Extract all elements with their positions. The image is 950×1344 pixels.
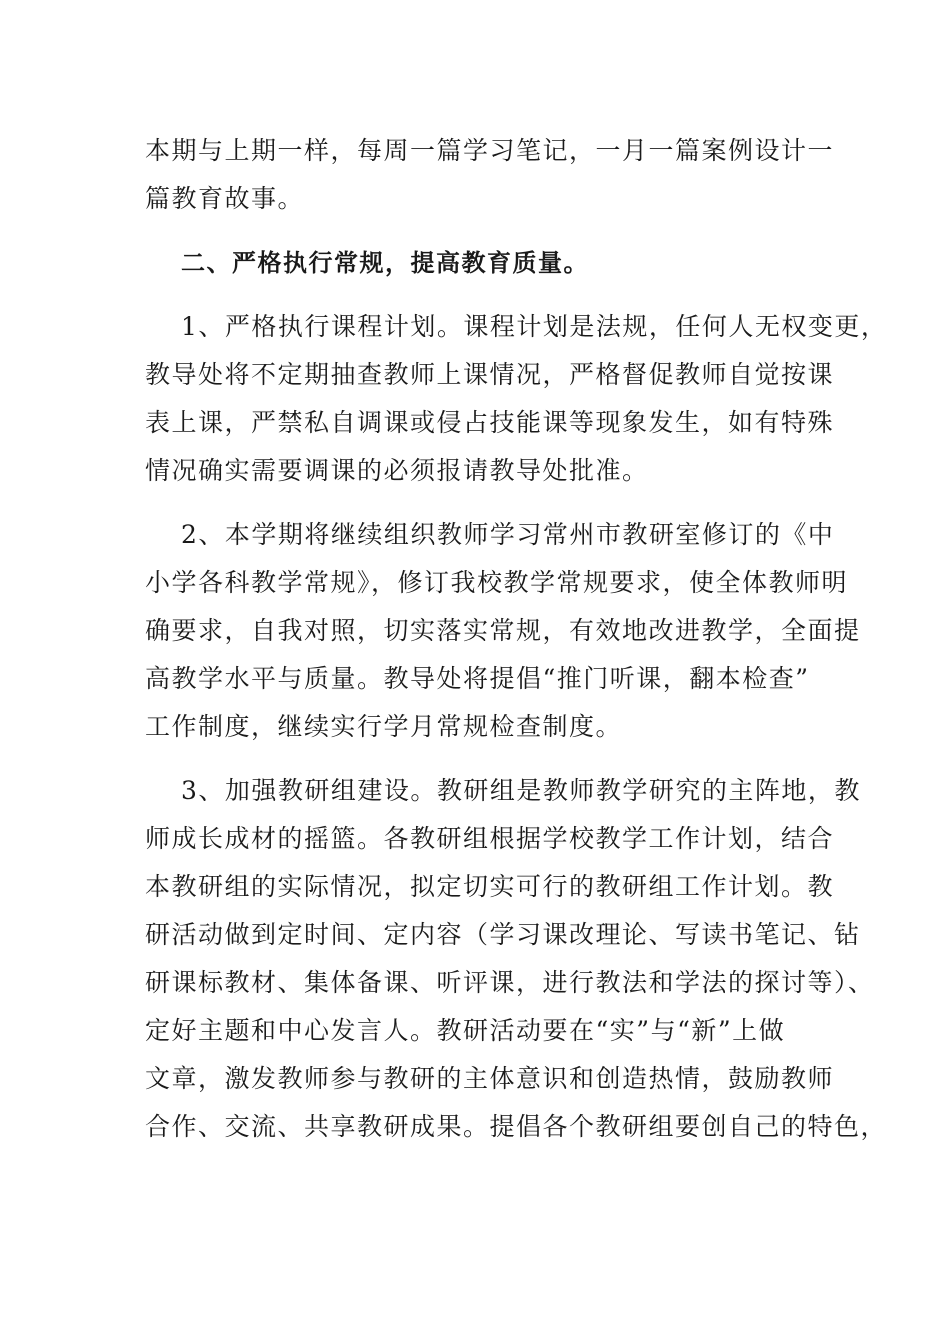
text-line: 确要求，自我对照，切实落实常规，有效地改进教学，全面提: [145, 616, 861, 645]
text-line: 研课标教材、集体备课、听评课，进行教法和学法的探讨等）、: [145, 968, 875, 997]
text-line: 定好主题和中心发言人。教研活动要在“实”与“新”上做: [145, 1016, 786, 1045]
section-heading-block: [145, 239, 815, 287]
text-line: 篇教育故事。: [145, 184, 305, 213]
text-line: 高教学水平与质量。教导处将提倡“推门听课，翻本检查”: [145, 664, 810, 693]
text-line: 小学各科教学常规》，修订我校教学常规要求，使全体教师明: [145, 568, 849, 597]
text-line: 研活动做到定时间、定内容（学习课改理论、写读书笔记、钻: [145, 920, 861, 949]
text-line: 本期与上期一样，每周一篇学习笔记，一月一篇案例设计一: [145, 136, 835, 165]
text-line: 1、严格执行课程计划。课程计划是法规，任何人无权变更，: [181, 312, 888, 341]
text-line: 师成长成材的摇篮。各教研组根据学校教学工作计划，结合: [145, 824, 835, 853]
text-line: 工作制度，继续实行学月常规检查制度。: [145, 712, 623, 741]
document-body: [145, 127, 888, 1151]
text-line: 教导处将不定期抽查教师上课情况，严格督促教师自觉按课: [145, 360, 835, 389]
text-line: 情况确实需要调课的必须报请教导处批准。: [145, 456, 649, 485]
section-heading: 二、严格执行常规，提高教育质量。: [181, 249, 589, 277]
text-line: 表上课，严禁私自调课或侵占技能课等现象发生，如有特殊: [145, 408, 835, 437]
text-line: 本教研组的实际情况，拟定切实可行的教研组工作计划。教: [145, 872, 835, 901]
text-line: 合作、交流、共享教研成果。提倡各个教研组要创自己的特色，: [145, 1112, 888, 1141]
text-line: 文章，激发教师参与教研的主体意识和创造热情，鼓励教师: [145, 1064, 835, 1093]
paragraph-2: [145, 511, 861, 751]
paragraph-continuation: [145, 127, 835, 223]
text-line: 3、加强教研组建设。教研组是教师教学研究的主阵地，教: [181, 776, 861, 805]
paragraph-1: [145, 303, 888, 495]
text-line: 2、本学期将继续组织教师学习常州市教研室修订的《中: [181, 520, 835, 549]
paragraph-3: [145, 767, 888, 1151]
